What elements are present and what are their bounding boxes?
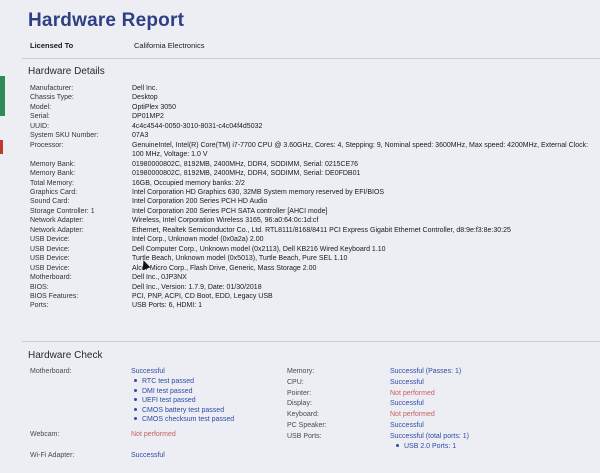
detail-label: Model: (30, 103, 52, 111)
wifi-check-label: Wi-Fi Adapter: (30, 452, 75, 459)
left-marker (0, 140, 3, 154)
check-label: CPU: (287, 378, 304, 386)
usb-ports-sub (396, 443, 456, 450)
detail-label: USB Device: (30, 264, 70, 272)
page-title: Hardware Report (28, 10, 185, 31)
detail-label: Storage Controller: 1 (30, 207, 95, 215)
detail-label: System SKU Number: (30, 132, 99, 140)
hardware-details-table (30, 84, 595, 311)
detail-row (30, 254, 595, 263)
bullet-icon (396, 444, 399, 447)
motherboard-test-text: UEFI test passed (142, 397, 196, 404)
detail-value: 01980000802C, 8192MB, 2400MHz, DDR4, SODIMM, Serial: 0215CE76 (132, 160, 359, 168)
detail-value: Dell Inc. (132, 85, 158, 92)
detail-value: Ethernet, Realtek Semiconductor Co., Ltd. RTL8111/8168/8411 PCI Express Gigabit Ethernet Controller, d8:9e:f3:8e:30:25 (132, 226, 511, 234)
detail-value: DP01MP2 (132, 113, 164, 121)
detail-row (30, 301, 595, 310)
motherboard-test-item (134, 378, 194, 385)
detail-label: USB Device: (30, 245, 70, 253)
detail-label: BIOS Features: (30, 292, 79, 300)
motherboard-test-item (134, 388, 193, 395)
wifi-check-status: Successful (131, 452, 165, 459)
detail-value: 01980000802C, 8192MB, 2400MHz, DDR4, SODIMM, Serial: DE0FDB01 (132, 170, 361, 178)
hardware-check-heading: Hardware Check (28, 350, 103, 361)
detail-label: Network Adapter: (30, 217, 84, 225)
detail-row (30, 226, 595, 235)
detail-value: USB Ports: 6, HDMI: 1 (132, 302, 203, 310)
detail-value: Dell Inc., 0JP3NX (132, 274, 187, 282)
check-label: Display: (287, 400, 312, 408)
detail-label: Motherboard: (30, 274, 72, 282)
detail-label: Graphics Card: (30, 188, 78, 196)
bullet-icon (134, 417, 137, 420)
detail-row (30, 179, 595, 188)
detail-row (30, 103, 595, 112)
left-accent-bar (0, 76, 5, 116)
detail-value: Intel Corporation HD Graphics 630, 32MB System memory reserved by EFI/BIOS (132, 188, 385, 196)
check-status: Successful (390, 378, 424, 386)
detail-label: USB Device: (30, 255, 70, 263)
detail-value: Dell Inc., Version: 1.7.9, Date: 01/30/2018 (132, 283, 262, 291)
check-status: Successful (390, 422, 424, 429)
motherboard-check-status: Successful (131, 368, 165, 375)
detail-row (30, 122, 595, 131)
check-status: Not performed (390, 389, 435, 397)
webcam-check-label: Webcam: (30, 431, 60, 438)
detail-value: 07A3 (132, 132, 149, 140)
detail-row (30, 283, 595, 292)
motherboard-test-item (134, 407, 224, 414)
detail-row (30, 207, 595, 216)
detail-label: Memory Bank: (30, 170, 76, 178)
divider (22, 58, 600, 59)
detail-row (30, 235, 595, 244)
bullet-icon (134, 379, 137, 382)
check-label: Pointer: (287, 389, 312, 397)
detail-row (30, 216, 595, 225)
detail-value: 4c4c4544-0050-3010-8031-c4c04f4d5032 (132, 122, 263, 130)
detail-value: Alcor Micro Corp., Flash Drive, Generic, Mass Storage 2.00 (132, 264, 317, 272)
check-label: Memory: (287, 368, 315, 375)
detail-row (30, 245, 595, 254)
motherboard-test-item (134, 397, 196, 404)
check-status: Successful (390, 400, 424, 408)
check-status: Successful (total ports: 1) (390, 432, 469, 440)
detail-value: Turtle Beach, Unknown model (0x5013), Turtle Beach, Pure SEL 1.10 (132, 255, 348, 263)
detail-label: UUID: (30, 122, 50, 130)
detail-label: BIOS: (30, 283, 49, 291)
check-status: Successful (Passes: 1) (390, 368, 462, 375)
bullet-icon (134, 398, 137, 401)
motherboard-test-text: CMOS battery test passed (142, 406, 225, 414)
detail-value: Intel Corporation 200 Series PCH HD Audio (132, 198, 268, 206)
detail-value: Intel Corporation 200 Series PCH SATA controller [AHCI mode] (132, 207, 328, 215)
detail-value: Wireless, Intel Corporation Wireless 3165, 96:a0:64:0c:1d:cf (132, 217, 319, 225)
licensed-to-label: Licensed To (30, 41, 74, 50)
detail-label: USB Device: (30, 236, 70, 244)
check-label: Keyboard: (287, 411, 319, 419)
detail-label: Memory Bank: (30, 160, 76, 168)
detail-label: Manufacturer: (30, 85, 74, 92)
detail-label: Serial: (30, 113, 50, 121)
detail-label: Processor: (30, 141, 64, 149)
detail-row (30, 84, 595, 93)
detail-row (30, 197, 595, 206)
detail-label: Chassis Type: (30, 94, 74, 102)
motherboard-test-item (134, 416, 234, 423)
detail-row (30, 273, 595, 282)
check-label: USB Ports: (287, 432, 322, 440)
motherboard-check-label: Motherboard: (30, 368, 72, 375)
licensed-to-value: California Electronics (134, 41, 205, 50)
detail-value: 16GB, Occupied memory banks: 2/2 (132, 179, 245, 187)
detail-row (30, 169, 595, 178)
detail-row (30, 131, 595, 140)
detail-row (30, 188, 595, 197)
detail-value: Intel Corp., Unknown model (0x0a2a) 2.00 (132, 236, 264, 244)
motherboard-test-text: CMOS checksum test passed (142, 416, 235, 423)
detail-value: OptiPlex 3050 (132, 103, 176, 111)
detail-value: GenuineIntel, Intel(R) Core(TM) i7-7700 CPU @ 3.60GHz, Cores: 4, Stepping: 9, Nominal speed: 3600MHz, Max speed: 4200MHz, External Clock: 100 MHz, Voltage: 1.0 V (132, 141, 589, 159)
detail-label: Total Memory: (30, 179, 74, 187)
motherboard-test-text: RTC test passed (142, 378, 195, 385)
detail-value: Dell Computer Corp., Unknown model (0x2113), Dell KB216 Wired Keyboard 1.10 (132, 245, 386, 253)
detail-row (30, 160, 595, 169)
detail-row (30, 93, 595, 102)
check-status: Not performed (390, 411, 435, 419)
check-label: PC Speaker: (287, 422, 327, 429)
webcam-check-status: Not performed (131, 431, 176, 438)
detail-row (30, 141, 595, 160)
divider (22, 341, 600, 342)
hardware-details-heading: Hardware Details (28, 66, 105, 77)
usb-ports-sub-text: USB 2.0 Ports: 1 (404, 443, 457, 450)
detail-row (30, 264, 595, 273)
motherboard-test-text: DMI test passed (142, 387, 193, 395)
detail-label: Network Adapter: (30, 226, 84, 234)
detail-row (30, 292, 595, 301)
detail-value: PCI, PNP, ACPI, CD Boot, EDD, Legacy USB (132, 292, 273, 300)
detail-row (30, 112, 595, 121)
bullet-icon (134, 408, 137, 411)
detail-label: Ports: (30, 302, 49, 310)
detail-value: Desktop (132, 94, 158, 102)
detail-label: Sound Card: (30, 198, 70, 206)
bullet-icon (134, 389, 137, 392)
